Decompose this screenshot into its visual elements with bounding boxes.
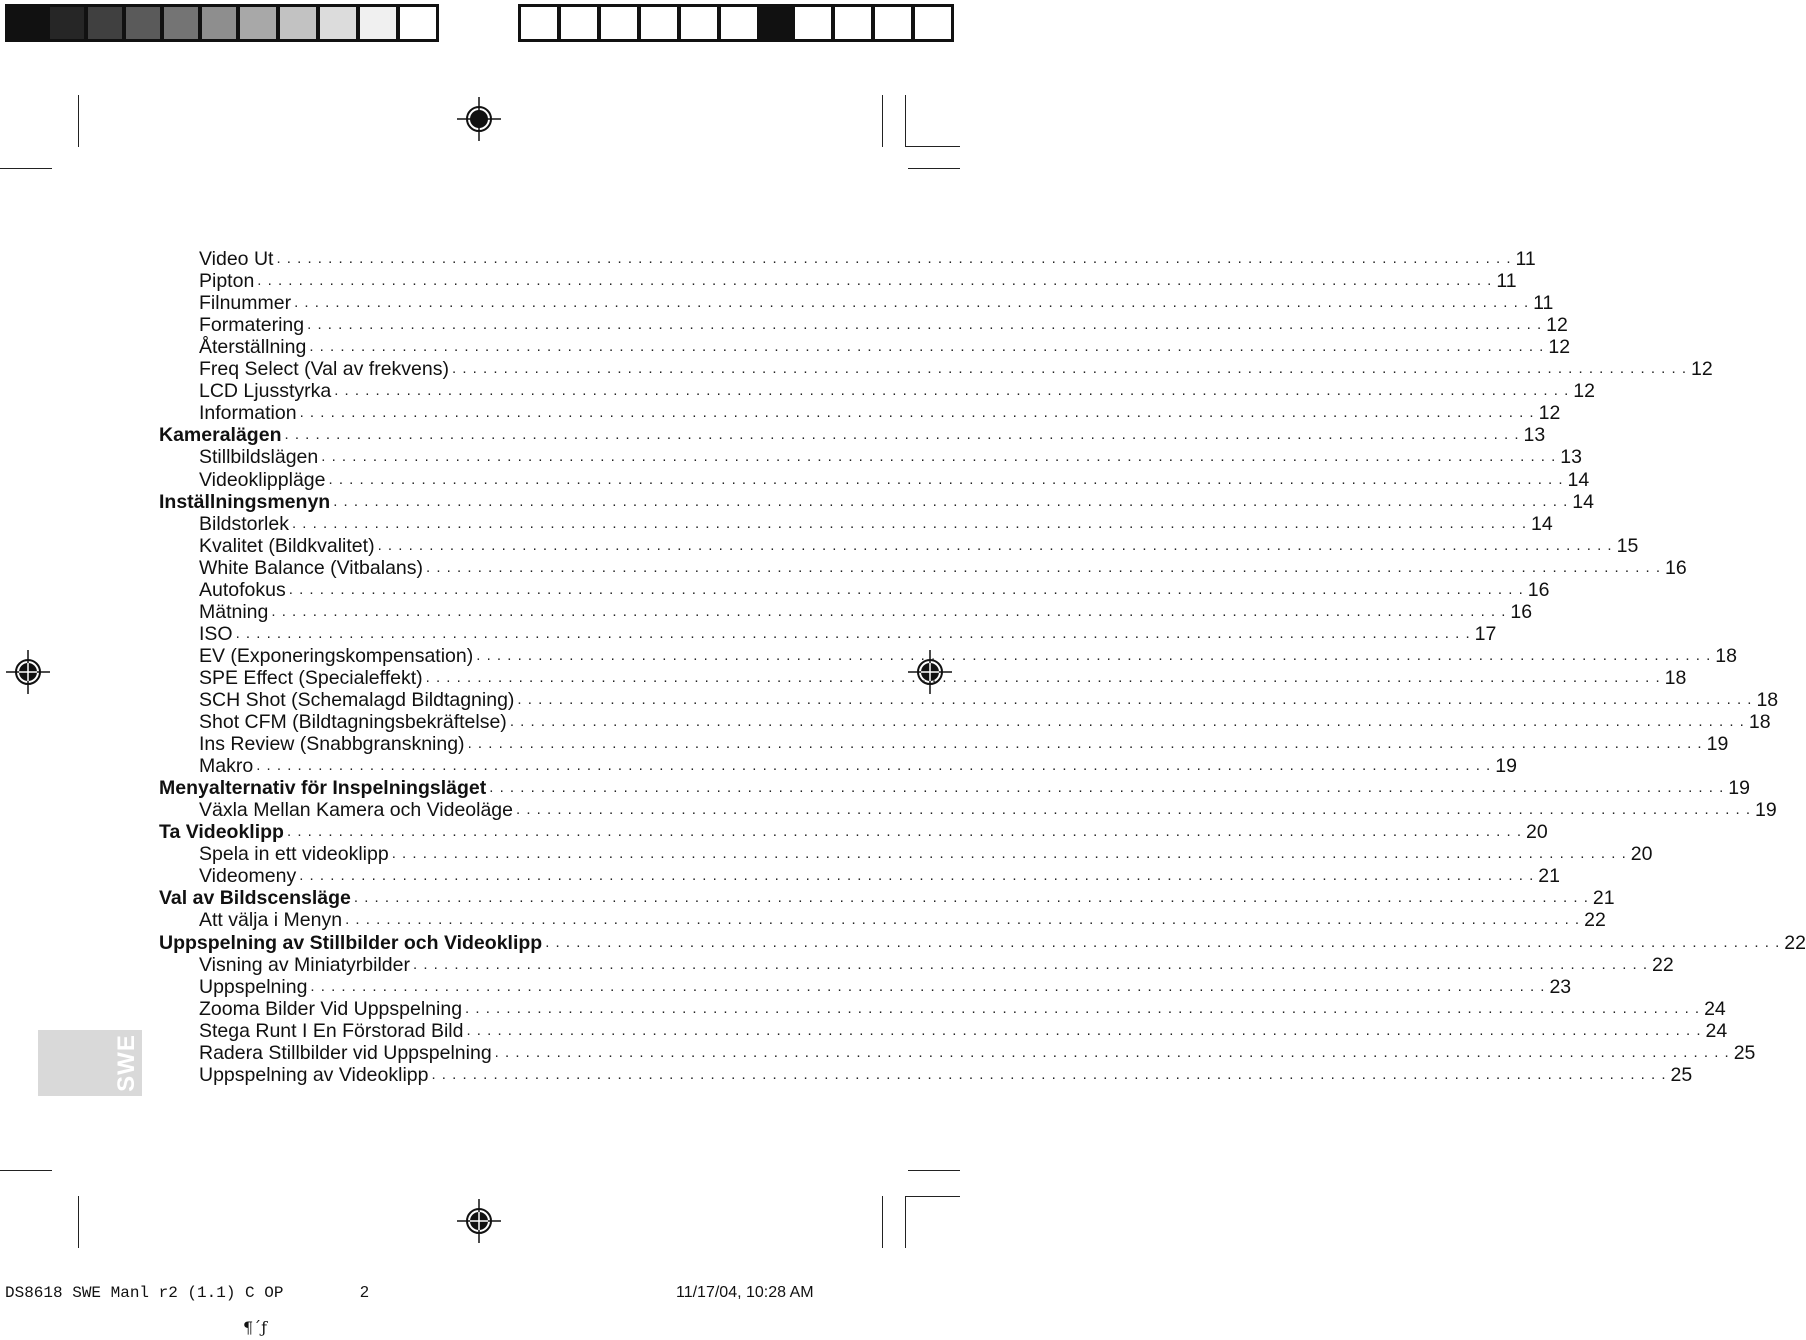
calibration-swatch — [85, 4, 125, 42]
crop-mark — [908, 168, 960, 169]
toc-leader-dots: . . . . . . . . . . . . . . . . . . . . . . . . . . . . . . . . . . . . . . . . . . . . . . . . . . . . . . . . . . . . . . . . . . . . . . . . . . . . . . . . . . . . . . . . . . . . . . . . . . . . . . . . . . . . . . . . . . . . . . . . — [271, 602, 1507, 620]
toc-entry — [159, 446, 1582, 469]
toc-entry-page: 19 — [1755, 799, 1777, 822]
toc-entry-page: 17 — [1474, 622, 1497, 645]
toc-leader-dots: . . . . . . . . . . . . . . . . . . . . . . . . . . . . . . . . . . . . . . . . . . . . . . . . . . . . . . . . . . . . . . . . . . . . . . . . . . . . . . . . . . . . . . . . . . . . . . . . . . . . . . . . . . . . . . . . . . . . . . . . — [291, 514, 1527, 532]
toc-entry — [159, 821, 1548, 844]
toc-entry-page: 12 — [1548, 336, 1571, 359]
toc-entry-page: 22 — [1784, 931, 1806, 954]
toc-leader-dots: . . . . . . . . . . . . . . . . . . . . . . . . . . . . . . . . . . . . . . . . . . . . . . . . . . . . . . . . . . . . . . . . . . . . . . . . . . . . . . . . . . . . . . . . . . . . . . . . . . . . . . . . . . . . . . . . . . . . . . . . — [426, 558, 1662, 576]
toc-entry-page: 12 — [1546, 314, 1568, 337]
toc-entry-title: Makro — [199, 755, 254, 778]
toc-entry-page: 18 — [1664, 666, 1687, 689]
toc-leader-dots: . . . . . . . . . . . . . . . . . . . . . . . . . . . . . . . . . . . . . . . . . . . . . . . . . . . . . . . . . . . . . . . . . . . . . . . . . . . . . . . . . . . . . . . . . . . . . . . . . . . . . . . . . . . . . . . . . . . . . . . . — [286, 823, 1523, 841]
toc-entry-page: 14 — [1530, 512, 1553, 535]
toc-entry-title: Pipton — [199, 270, 255, 293]
toc-entry-title: Ta Videoklipp — [159, 821, 284, 844]
toc-entry-page: 20 — [1526, 821, 1548, 844]
toc-entry — [159, 909, 1606, 932]
toc-entry — [159, 248, 1536, 271]
calibration-swatch — [357, 4, 399, 42]
toc-entry-page: 13 — [1560, 446, 1582, 469]
toc-leader-dots: . . . . . . . . . . . . . . . . . . . . . . . . . . . . . . . . . . . . . . . . . . . . . . . . . . . . . . . . . . . . . . . . . . . . . . . . . . . . . . . . . . . . . . . . . . . . . . . . . . . . . . . . . . . . . . . . . . . . . . . . — [299, 867, 1535, 885]
toc-entry-page: 12 — [1573, 380, 1595, 403]
toc-entry — [159, 424, 1546, 447]
toc-leader-dots: . . . . . . . . . . . . . . . . . . . . . . . . . . . . . . . . . . . . . . . . . . . . . . . . . . . . . . . . . . . . . . . . . . . . . . . . . . . . . . . . . . . . . . . . . . . . . . . . . . . . . . . . . . . . . . . . . . . . . . . . — [466, 1021, 1702, 1039]
toc-entry — [159, 644, 1737, 667]
toc-entry-page: 25 — [1670, 1063, 1693, 1086]
toc-entry-title: EV (Exponeringskompensation) — [199, 644, 474, 667]
registration-mark-icon — [457, 97, 501, 141]
toc-entry — [159, 336, 1571, 359]
calibration-swatch — [5, 4, 49, 42]
toc-entry-page: 25 — [1733, 1041, 1756, 1064]
footer-glyphs: ¶´ƒ — [243, 1318, 268, 1337]
toc-entry — [159, 755, 1517, 778]
toc-entry-title: Uppspelning av Videoklipp — [199, 1063, 429, 1086]
toc-entry-page: 22 — [1652, 953, 1674, 976]
toc-leader-dots: . . . . . . . . . . . . . . . . . . . . . . . . . . . . . . . . . . . . . . . . . . . . . . . . . . . . . . . . . . . . . . . . . . . . . . . . . . . . . . . . . . . . . . . . . . . . . . . . . . . . . . . . . . . . . . . . . . . . . . . . — [299, 404, 1535, 422]
toc-leader-dots: . . . . . . . . . . . . . . . . . . . . . . . . . . . . . . . . . . . . . . . . . . . . . . . . . . . . . . . . . . . . . . . . . . . . . . . . . . . . . . . . . . . . . . . . . . . . . . . . . . . . . . . . . . . . . . . . . . . . . . . . — [431, 1065, 1667, 1083]
toc-leader-dots: . . . . . . . . . . . . . . . . . . . . . . . . . . . . . . . . . . . . . . . . . . . . . . . . . . . . . . . . . . . . . . . . . . . . . . . . . . . . . . . . . . . . . . . . . . . . . . . . . . . . . . . . . . . . . . . . . . . . . . . . — [476, 646, 1712, 664]
toc-entry-title: Kvalitet (Bildkvalitet) — [199, 534, 375, 557]
toc-entry-page: 11 — [1496, 270, 1517, 293]
toc-entry — [159, 490, 1594, 513]
toc-entry-title: Filnummer — [199, 292, 292, 315]
toc-entry-page: 14 — [1567, 468, 1590, 491]
calibration-swatch — [598, 4, 640, 42]
toc-leader-dots: . . . . . . . . . . . . . . . . . . . . . . . . . . . . . . . . . . . . . . . . . . . . . . . . . . . . . . . . . . . . . . . . . . . . . . . . . . . . . . . . . . . . . . . . . . . . . . . . . . . . . . . . . . . . . . . . . . . . . . . . — [294, 294, 1530, 312]
toc-entry-page: 21 — [1592, 887, 1615, 910]
toc-entry-title: Information — [199, 402, 297, 425]
toc-entry-page: 24 — [1705, 1019, 1728, 1042]
toc-leader-dots: . . . . . . . . . . . . . . . . . . . . . . . . . . . . . . . . . . . . . . . . . . . . . . . . . . . . . . . . . . . . . . . . . . . . . . . . . . . . . . . . . . . . . . . . . . . . . . . . . . . . . . . . . . . . . . . . . . . . . . . . — [309, 338, 1545, 356]
toc-entry — [159, 1063, 1693, 1086]
toc-entry-page: 23 — [1549, 975, 1572, 998]
toc-leader-dots: . . . . . . . . . . . . . . . . . . . . . . . . . . . . . . . . . . . . . . . . . . . . . . . . . . . . . . . . . . . . . . . . . . . . . . . . . . . . . . . . . . . . . . . . . . . . . . . . . . . . . . . . . . . . . . . . . . . . . . . . — [353, 889, 1589, 907]
toc-leader-dots: . . . . . . . . . . . . . . . . . . . . . . . . . . . . . . . . . . . . . . . . . . . . . . . . . . . . . . . . . . . . . . . . . . . . . . . . . . . . . . . . . . . . . . . . . . . . . . . . . . . . . . . . . . . . . . . . . . . . . . . . — [489, 779, 1725, 797]
toc-leader-dots: . . . . . . . . . . . . . . . . . . . . . . . . . . . . . . . . . . . . . . . . . . . . . . . . . . . . . . . . . . . . . . . . . . . . . . . . . . . . . . . . . . . . . . . . . . . . . . . . . . . . . . . . . . . . . . . . . . . . . . . . — [257, 272, 1493, 290]
toc-leader-dots: . . . . . . . . . . . . . . . . . . . . . . . . . . . . . . . . . . . . . . . . . . . . . . . . . . . . . . . . . . . . . . . . . . . . . . . . . . . . . . . . . . . . . . . . . . . . . . . . . . . . . . . . . . . . . . . . . . . . . . . . — [321, 448, 1557, 466]
toc-entry — [159, 1019, 1728, 1042]
footer-timestamp: 11/17/04, 10:28 AM — [676, 1284, 814, 1301]
toc-entry — [159, 600, 1533, 623]
toc-entry-page: 18 — [1756, 688, 1779, 711]
toc-leader-dots: . . . . . . . . . . . . . . . . . . . . . . . . . . . . . . . . . . . . . . . . . . . . . . . . . . . . . . . . . . . . . . . . . . . . . . . . . . . . . . . . . . . . . . . . . . . . . . . . . . . . . . . . . . . . . . . . . . . . . . . . — [288, 580, 1524, 598]
toc-entry-title: SPE Effect (Specialeffekt) — [199, 666, 423, 689]
toc-entry — [159, 622, 1497, 645]
toc-entry-title: Menyalternativ för Inspelningsläget — [159, 777, 487, 800]
toc-entry-page: 12 — [1538, 402, 1561, 425]
toc-entry-title: White Balance (Vitbalans) — [199, 556, 424, 579]
toc-leader-dots: . . . . . . . . . . . . . . . . . . . . . . . . . . . . . . . . . . . . . . . . . . . . . . . . . . . . . . . . . . . . . . . . . . . . . . . . . . . . . . . . . . . . . . . . . . . . . . . . . . . . . . . . . . . . . . . . . . . . . . . . — [276, 250, 1512, 268]
registration-mark-icon — [6, 650, 50, 694]
toc-entry-title: Spela in ett videoklipp — [199, 843, 389, 866]
crop-mark — [905, 1196, 906, 1248]
toc-leader-dots: . . . . . . . . . . . . . . . . . . . . . . . . . . . . . . . . . . . . . . . . . . . . . . . . . . . . . . . . . . . . . . . . . . . . . . . . . . . . . . . . . . . . . . . . . . . . . . . . . . . . . . . . . . . . . . . . . . . . . . . . — [516, 801, 1752, 819]
toc-entry-title: Att välja i Menyn — [199, 909, 343, 932]
toc-entry-title: Shot CFM (Bildtagningsbekräftelse) — [199, 711, 507, 734]
toc-entry-title: Videomeny — [199, 865, 297, 888]
toc-entry — [159, 270, 1517, 293]
crop-mark — [0, 168, 52, 169]
toc-entry-title: Ins Review (Snabbgranskning) — [199, 733, 465, 756]
toc-entry-page: 20 — [1630, 843, 1653, 866]
crop-mark — [905, 1196, 960, 1197]
toc-leader-dots: . . . . . . . . . . . . . . . . . . . . . . . . . . . . . . . . . . . . . . . . . . . . . . . . . . . . . . . . . . . . . . . . . . . . . . . . . . . . . . . . . . . . . . . . . . . . . . . . . . . . . . . . . . . . . . . . . . . . . . . . — [345, 911, 1581, 929]
calibration-swatch — [678, 4, 720, 42]
calibration-swatch — [161, 4, 201, 42]
toc-entry-title: SCH Shot (Schemalagd Bildtagning) — [199, 688, 515, 711]
toc-entry-title: Zooma Bilder Vid Uppspelning — [199, 997, 463, 1020]
toc-entry-page: 14 — [1572, 490, 1594, 513]
calibration-swatch — [317, 4, 359, 42]
toc-entry — [159, 292, 1554, 315]
toc-entry-title: Uppspelning — [199, 975, 308, 998]
toc-entry-page: 19 — [1728, 777, 1750, 800]
toc-entry — [159, 931, 1806, 954]
crop-mark — [882, 95, 883, 147]
toc-entry-page: 16 — [1665, 556, 1687, 579]
toc-entry-title: Stillbildslägen — [199, 446, 319, 469]
toc-entry-title: Stega Runt I En Förstorad Bild — [199, 1019, 464, 1042]
calibration-swatch — [912, 4, 954, 42]
calibration-swatch — [397, 4, 439, 42]
toc-entry-title: Uppspelning av Stillbilder och Videoklipp — [159, 931, 543, 954]
footer-slug: DS8618 SWE Manl r2 (1.1) C OP — [5, 1284, 284, 1302]
toc-entry — [159, 997, 1726, 1020]
toc-entry — [159, 733, 1729, 756]
footer-page-number: 2 — [360, 1284, 369, 1301]
toc-entry-title: Växla Mellan Kamera och Videoläge — [199, 799, 513, 822]
toc-leader-dots: . . . . . . . . . . . . . . . . . . . . . . . . . . . . . . . . . . . . . . . . . . . . . . . . . . . . . . . . . . . . . . . . . . . . . . . . . . . . . . . . . . . . . . . . . . . . . . . . . . . . . . . . . . . . . . . . . . . . . . . . — [517, 690, 1753, 708]
calibration-swatch — [758, 4, 794, 42]
toc-entry — [159, 1041, 1756, 1064]
toc-entry-page: 12 — [1691, 358, 1713, 381]
calibration-swatch — [47, 4, 87, 42]
toc-entry — [159, 578, 1550, 601]
calibration-swatch — [518, 4, 560, 42]
toc-leader-dots: . . . . . . . . . . . . . . . . . . . . . . . . . . . . . . . . . . . . . . . . . . . . . . . . . . . . . . . . . . . . . . . . . . . . . . . . . . . . . . . . . . . . . . . . . . . . . . . . . . . . . . . . . . . . . . . . . . . . . . . . — [310, 977, 1546, 995]
toc-entry — [159, 865, 1560, 888]
toc-leader-dots: . . . . . . . . . . . . . . . . . . . . . . . . . . . . . . . . . . . . . . . . . . . . . . . . . . . . . . . . . . . . . . . . . . . . . . . . . . . . . . . . . . . . . . . . . . . . . . . . . . . . . . . . . . . . . . . . . . . . . . . . — [256, 757, 1492, 775]
toc-leader-dots: . . . . . . . . . . . . . . . . . . . . . . . . . . . . . . . . . . . . . . . . . . . . . . . . . . . . . . . . . . . . . . . . . . . . . . . . . . . . . . . . . . . . . . . . . . . . . . . . . . . . . . . . . . . . . . . . . . . . . . . . — [333, 492, 1569, 510]
crop-mark — [78, 95, 79, 147]
toc-entry — [159, 314, 1568, 337]
toc-entry-page: 13 — [1523, 424, 1546, 447]
toc-entry — [159, 556, 1687, 579]
calibration-swatch — [718, 4, 760, 42]
toc-entry-page: 21 — [1538, 865, 1560, 888]
toc-entry-page: 15 — [1616, 534, 1639, 557]
toc-entry — [159, 953, 1674, 976]
toc-leader-dots: . . . . . . . . . . . . . . . . . . . . . . . . . . . . . . . . . . . . . . . . . . . . . . . . . . . . . . . . . . . . . . . . . . . . . . . . . . . . . . . . . . . . . . . . . . . . . . . . . . . . . . . . . . . . . . . . . . . . . . . . — [425, 668, 1661, 686]
toc-entry — [159, 402, 1561, 425]
toc-entry — [159, 468, 1590, 491]
calibration-swatch — [558, 4, 600, 42]
toc-leader-dots: . . . . . . . . . . . . . . . . . . . . . . . . . . . . . . . . . . . . . . . . . . . . . . . . . . . . . . . . . . . . . . . . . . . . . . . . . . . . . . . . . . . . . . . . . . . . . . . . . . . . . . . . . . . . . . . . . . . . . . . . — [284, 426, 1520, 444]
calibration-swatch — [199, 4, 239, 42]
toc-entry — [159, 666, 1687, 689]
calibration-swatch — [277, 4, 319, 42]
toc-entry-page: 19 — [1706, 733, 1729, 756]
toc-entry — [159, 512, 1553, 535]
toc-entry-title: Mätning — [199, 600, 269, 623]
toc-entry — [159, 711, 1771, 734]
toc-leader-dots: . . . . . . . . . . . . . . . . . . . . . . . . . . . . . . . . . . . . . . . . . . . . . . . . . . . . . . . . . . . . . . . . . . . . . . . . . . . . . . . . . . . . . . . . . . . . . . . . . . . . . . . . . . . . . . . . . . . . . . . . — [509, 713, 1745, 731]
toc-entry-title: Inställningsmenyn — [159, 490, 331, 513]
toc-entry-page: 22 — [1584, 909, 1606, 932]
toc-leader-dots: . . . . . . . . . . . . . . . . . . . . . . . . . . . . . . . . . . . . . . . . . . . . . . . . . . . . . . . . . . . . . . . . . . . . . . . . . . . . . . . . . . . . . . . . . . . . . . . . . . . . . . . . . . . . . . . . . . . . . . . . — [391, 845, 1627, 863]
toc-entry — [159, 799, 1777, 822]
language-tab-label: SWE — [113, 1034, 140, 1092]
crop-mark — [78, 1196, 79, 1248]
toc-entry-title: LCD Ljusstyrka — [199, 380, 332, 403]
toc-entry-title: Visning av Miniatyrbilder — [199, 953, 410, 976]
toc-leader-dots: . . . . . . . . . . . . . . . . . . . . . . . . . . . . . . . . . . . . . . . . . . . . . . . . . . . . . . . . . . . . . . . . . . . . . . . . . . . . . . . . . . . . . . . . . . . . . . . . . . . . . . . . . . . . . . . . . . . . . . . . — [545, 933, 1781, 951]
toc-leader-dots: . . . . . . . . . . . . . . . . . . . . . . . . . . . . . . . . . . . . . . . . . . . . . . . . . . . . . . . . . . . . . . . . . . . . . . . . . . . . . . . . . . . . . . . . . . . . . . . . . . . . . . . . . . . . . . . . . . . . . . . . — [413, 955, 1649, 973]
toc-entry-page: 19 — [1495, 755, 1517, 778]
toc-entry-page: 16 — [1527, 578, 1550, 601]
toc-entry — [159, 777, 1750, 800]
crop-mark — [905, 95, 906, 147]
toc-entry-title: Freq Select (Val av frekvens) — [199, 358, 449, 381]
toc-entry-page: 18 — [1715, 644, 1737, 667]
toc-entry-page: 18 — [1748, 711, 1771, 734]
toc-entry-page: 11 — [1533, 292, 1554, 315]
toc-leader-dots: . . . . . . . . . . . . . . . . . . . . . . . . . . . . . . . . . . . . . . . . . . . . . . . . . . . . . . . . . . . . . . . . . . . . . . . . . . . . . . . . . . . . . . . . . . . . . . . . . . . . . . . . . . . . . . . . . . . . . . . . — [467, 735, 1703, 753]
toc-entry — [159, 380, 1595, 403]
calibration-swatch — [832, 4, 874, 42]
toc-leader-dots: . . . . . . . . . . . . . . . . . . . . . . . . . . . . . . . . . . . . . . . . . . . . . . . . . . . . . . . . . . . . . . . . . . . . . . . . . . . . . . . . . . . . . . . . . . . . . . . . . . . . . . . . . . . . . . . . . . . . . . . . — [328, 470, 1564, 488]
toc-entry-page: 11 — [1515, 248, 1536, 271]
toc-entry-title: ISO — [199, 622, 233, 645]
toc-entry-title: Autofokus — [199, 578, 286, 601]
toc-entry-title: Video Ut — [199, 248, 274, 271]
calibration-swatch — [638, 4, 680, 42]
toc-entry — [159, 975, 1572, 998]
toc-leader-dots: . . . . . . . . . . . . . . . . . . . . . . . . . . . . . . . . . . . . . . . . . . . . . . . . . . . . . . . . . . . . . . . . . . . . . . . . . . . . . . . . . . . . . . . . . . . . . . . . . . . . . . . . . . . . . . . . . . . . . . . . — [451, 360, 1688, 378]
toc-entry-title: Återställning — [199, 336, 307, 359]
toc-leader-dots: . . . . . . . . . . . . . . . . . . . . . . . . . . . . . . . . . . . . . . . . . . . . . . . . . . . . . . . . . . . . . . . . . . . . . . . . . . . . . . . . . . . . . . . . . . . . . . . . . . . . . . . . . . . . . . . . . . . . . . . . — [235, 624, 1471, 642]
crop-mark — [908, 1170, 960, 1171]
toc-entry — [159, 887, 1615, 910]
toc-entry-title: Bildstorlek — [199, 512, 289, 535]
calibration-swatch — [123, 4, 163, 42]
calibration-swatch — [872, 4, 914, 42]
crop-mark — [0, 1170, 52, 1171]
toc-leader-dots: . . . . . . . . . . . . . . . . . . . . . . . . . . . . . . . . . . . . . . . . . . . . . . . . . . . . . . . . . . . . . . . . . . . . . . . . . . . . . . . . . . . . . . . . . . . . . . . . . . . . . . . . . . . . . . . . . . . . . . . . — [494, 1043, 1730, 1061]
calibration-swatch — [237, 4, 279, 42]
toc-leader-dots: . . . . . . . . . . . . . . . . . . . . . . . . . . . . . . . . . . . . . . . . . . . . . . . . . . . . . . . . . . . . . . . . . . . . . . . . . . . . . . . . . . . . . . . . . . . . . . . . . . . . . . . . . . . . . . . . . . . . . . . . — [377, 536, 1613, 554]
crop-mark — [882, 1196, 883, 1248]
toc-entry-title: Val av Bildscensläge — [159, 887, 351, 910]
registration-mark-icon — [457, 1199, 501, 1243]
calibration-swatch — [792, 4, 834, 42]
toc-entry — [159, 843, 1653, 866]
table-of-contents — [159, 248, 1806, 1086]
toc-entry — [159, 358, 1713, 381]
toc-entry-title: Radera Stillbilder vid Uppspelning — [199, 1041, 492, 1064]
toc-leader-dots: . . . . . . . . . . . . . . . . . . . . . . . . . . . . . . . . . . . . . . . . . . . . . . . . . . . . . . . . . . . . . . . . . . . . . . . . . . . . . . . . . . . . . . . . . . . . . . . . . . . . . . . . . . . . . . . . . . . . . . . . — [334, 382, 1570, 400]
toc-entry-title: Videoklippläge — [199, 468, 326, 491]
crop-mark — [905, 146, 960, 147]
toc-entry — [159, 534, 1639, 557]
toc-leader-dots: . . . . . . . . . . . . . . . . . . . . . . . . . . . . . . . . . . . . . . . . . . . . . . . . . . . . . . . . . . . . . . . . . . . . . . . . . . . . . . . . . . . . . . . . . . . . . . . . . . . . . . . . . . . . . . . . . . . . . . . . — [465, 999, 1701, 1017]
toc-entry-title: Formatering — [199, 314, 305, 337]
toc-leader-dots: . . . . . . . . . . . . . . . . . . . . . . . . . . . . . . . . . . . . . . . . . . . . . . . . . . . . . . . . . . . . . . . . . . . . . . . . . . . . . . . . . . . . . . . . . . . . . . . . . . . . . . . . . . . . . . . . . . . . . . . . — [307, 316, 1543, 334]
toc-entry-page: 16 — [1510, 600, 1533, 623]
toc-entry-title: Kameralägen — [159, 424, 282, 447]
toc-entry-page: 24 — [1704, 997, 1726, 1020]
toc-entry — [159, 688, 1779, 711]
